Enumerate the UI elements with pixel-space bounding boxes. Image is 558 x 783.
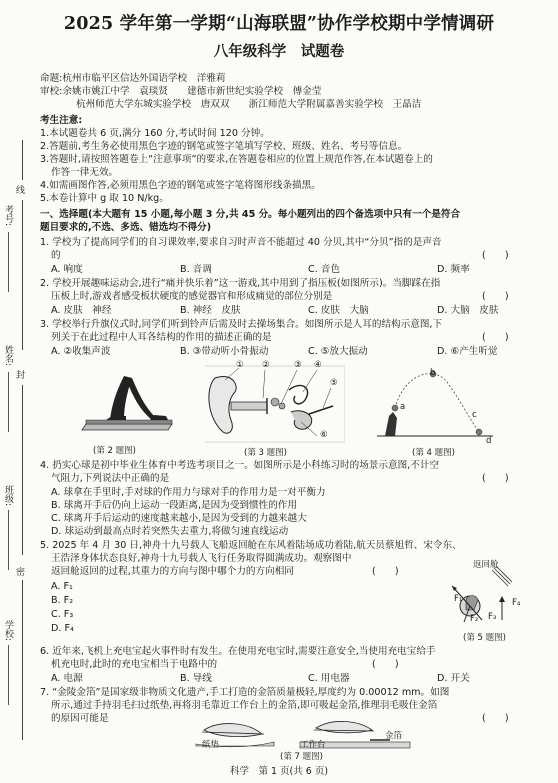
answer-bracket: ( ): [482, 250, 509, 261]
q5-stem: 返回舱返回的过程,其重力的方向与图中哪个力的方向相同: [51, 566, 294, 577]
fig7-label: 纸垫: [202, 740, 220, 750]
kaohao-blank: [8, 232, 9, 292]
xuexiao-label: 学校:: [3, 620, 13, 642]
notice-heading: 考生注意:: [40, 115, 83, 126]
q1-option-a: A. 响度: [51, 264, 83, 275]
ear-label: ②: [262, 360, 270, 370]
ear-label: ④: [314, 360, 322, 370]
q7-stem: 所示,通过手持羽毛扫过纸垫,再将羽毛靠近工作台上的金箔,即可吸起金箔,推理羽毛吸住金箔: [51, 700, 438, 711]
section-heading: 一、选择题(本大题有 15 小题,每小题 3 分,共 45 分。每小题列出的四个备选项中只有一个是符合: [40, 209, 461, 220]
q1-stem: 1. 学校为了提高同学们的自习课效率,要求自习时声音不能超过 40 分贝,其中“分贝”指的是声音: [40, 237, 442, 248]
fig7-label: 金箔: [385, 731, 403, 741]
ear-label: ⑤: [330, 378, 338, 388]
q3-option-a: A. ②收集声波: [51, 346, 111, 357]
q5-option-b: B. F₂: [51, 595, 74, 606]
q6-option-b: B. 导线: [180, 673, 212, 684]
q6-stem: 6. 近年来,飞机上充电宝起火事件时有发生。在使用充电宝时,需要注意安全,当使用充电宝给手: [40, 646, 436, 657]
binding-mark-xian: 线: [16, 186, 26, 196]
q3-option-b: B. ③带动听小骨振动: [180, 346, 269, 357]
q2-stem: 压板上时,游戏者感受板状硬度的感觉器官和形成痛觉的部位分别是: [51, 291, 333, 302]
q1-stem: 的: [51, 250, 61, 261]
notice-item: 作答一律无效。: [51, 167, 119, 178]
q1-option-b: B. 音调: [180, 264, 212, 275]
fig3-caption: (第 3 题图): [244, 448, 287, 458]
q3-stem: 3. 学校举行升旗仪式时,同学们听到铃声后需及时去操场集合。如图所示是人耳的结构示意图,下: [40, 319, 443, 330]
q3-option-d: D. ⑥产生听觉: [437, 346, 498, 357]
q6-option-d: D. 开关: [437, 673, 470, 684]
xuexiao-blank: [8, 645, 9, 705]
fig4-label: b: [430, 368, 436, 378]
ear-label: ①: [236, 360, 244, 370]
fig4-label: c: [472, 410, 477, 420]
q2-option-c: C. 皮肤 大脑: [308, 305, 369, 316]
xingming-blank: [8, 372, 9, 432]
credit-line: 审校:余姚市姚江中学 袁琰贤 建德市新世纪实验学校 傅金莹: [40, 86, 322, 97]
q4-option-d: D. 球运动到最高点时若突然失去重力,将做匀速直线运动: [51, 526, 289, 537]
q5-option-c: C. F₃: [51, 609, 74, 620]
q4-option-a: A. 球拿在手里时,手对球的作用力与球对手的作用力是一对平衡力: [51, 487, 326, 498]
q2-stem: 2. 学校开展趣味运动会,进行“痛并快乐着”这一游戏,其中用到了指压板(如图所示)。当脚踩在指: [40, 278, 441, 289]
fig2-acupressure-board: [72, 362, 182, 442]
q5-stem: 5. 2025 年 4 月 30 日,神舟十九号载人飞船返回舱在东风着陆场成功着陆,航天员蔡旭哲、宋令东、: [40, 540, 462, 551]
answer-bracket: ( ): [372, 566, 399, 577]
fig5-caption: (第 5 题图): [463, 633, 506, 643]
page-footer: 科学 第 1 页(共 6 页): [229, 766, 329, 777]
q4-stem: 气阻力,下列说法中正确的是: [51, 473, 170, 484]
answer-bracket: ( ): [482, 332, 509, 343]
fig5-force-label: F₄: [512, 598, 521, 608]
q2-option-d: D. 大脑 皮肤: [437, 305, 499, 316]
q1-option-c: C. 音色: [308, 264, 340, 275]
section-heading: 题目要求的,不选、多选、错选均不得分): [40, 222, 212, 233]
q4-option-b: B. 球离开手后仍向上运动一段距离,是因为受到惯性的作用: [51, 500, 297, 511]
q1-option-d: D. 频率: [437, 264, 470, 275]
q6-option-a: A. 电源: [51, 673, 83, 684]
fig4-caption: (第 4 题图): [412, 448, 455, 458]
q2-option-a: A. 皮肤 神经: [51, 305, 112, 316]
binding-mark-feng: 封: [16, 371, 26, 381]
credit-line: 命题:杭州市临平区信达外国语学校 洋雅莉: [40, 73, 226, 84]
q7-stem: 的原因可能是: [51, 713, 109, 724]
fig5-force-label: F₂: [470, 614, 479, 624]
q3-option-c: C. ⑤放大振动: [308, 346, 368, 357]
q4-option-c: C. 球离开手后运动的速度越来越小,是因为受到的力越来越大: [51, 513, 307, 524]
ear-label: ⑥: [320, 430, 328, 440]
xingming-label: 姓名:: [3, 345, 13, 367]
banji-blank: [8, 510, 9, 570]
q6-option-c: C. 用电器: [308, 673, 350, 684]
q6-stem: 机充电时,此时的充电宝相当于电路中的: [51, 659, 218, 670]
credit-line: 杭州师范大学东城实验学校 唐双双 浙江师范大学附属嘉善实验学校 王晶洁: [76, 99, 422, 110]
binding-line: [22, 200, 23, 350]
notice-item: 1.本试题卷共 6 页,满分 160 分,考试时间 120 分钟。: [40, 128, 270, 139]
q3-stem: 列关于在此过程中人耳各结构的作用的描述正确的是: [51, 332, 272, 343]
notice-item: 4.如需画图作答,必须用黑色字迹的钢笔或签字笔将图形线条描黑。: [40, 180, 321, 191]
answer-bracket: ( ): [372, 659, 399, 670]
banji-label: 班级:: [3, 485, 13, 507]
fig5-capsule-label: 返回舱: [473, 560, 499, 570]
fig7-caption: (第 7 题图): [280, 752, 323, 762]
kaohao-label: 考号:: [3, 205, 13, 227]
binding-mark-mi: 密: [16, 568, 26, 578]
q4-stem: 4. 扔实心球是初中毕业生体育中考选考项目之一。如图所示是小科练习时的场景示意图,不计空: [40, 460, 440, 471]
answer-bracket: ( ): [482, 473, 509, 484]
fig5-force-label: F₃: [488, 612, 497, 622]
binding-line: [22, 385, 23, 555]
q5-option-d: D. F₄: [51, 623, 74, 634]
answer-bracket: ( ): [482, 291, 509, 302]
notice-item: 3.答题时,请按照答题卷上“注意事项”的要求,在答题卷相应的位置上规范作答,在本试题卷上的: [40, 154, 433, 165]
notice-item: 5.本卷计算中 g 取 10 N/kg。: [40, 193, 169, 204]
notice-item: 2.答题前,考生务必使用黑色字迹的钢笔或签字笔填写学校、班级、姓名、考号等信息。: [40, 141, 408, 152]
q5-stem: 王浩泽身体状态良好,神舟十九号载人飞行任务取得圆满成功。观察图中: [51, 553, 352, 564]
binding-line: [22, 140, 23, 180]
answer-bracket: ( ): [482, 713, 509, 724]
q5-option-a: A. F₁: [51, 581, 73, 592]
exam-subtitle: 八年级科学 试题卷: [213, 44, 345, 60]
q7-stem: 7. “金陵金箔”是国家级非物质文化遗产,手工打造的金箔质量极轻,厚度约为 0.00012 mm。如图: [40, 687, 450, 698]
binding-line: [22, 580, 23, 740]
ear-label: ③: [294, 360, 302, 370]
fig2-caption: (第 2 题图): [93, 446, 136, 456]
fig7-label: 工作台: [300, 740, 326, 750]
q2-option-b: B. 神经 皮肤: [180, 305, 241, 316]
fig4-label: d: [486, 436, 492, 446]
exam-title: 2025 学年第一学期“山海联盟”协作学校期中学情调研: [63, 14, 495, 34]
fig4-label: a: [400, 402, 406, 412]
fig5-force-label: F₁: [454, 594, 463, 604]
